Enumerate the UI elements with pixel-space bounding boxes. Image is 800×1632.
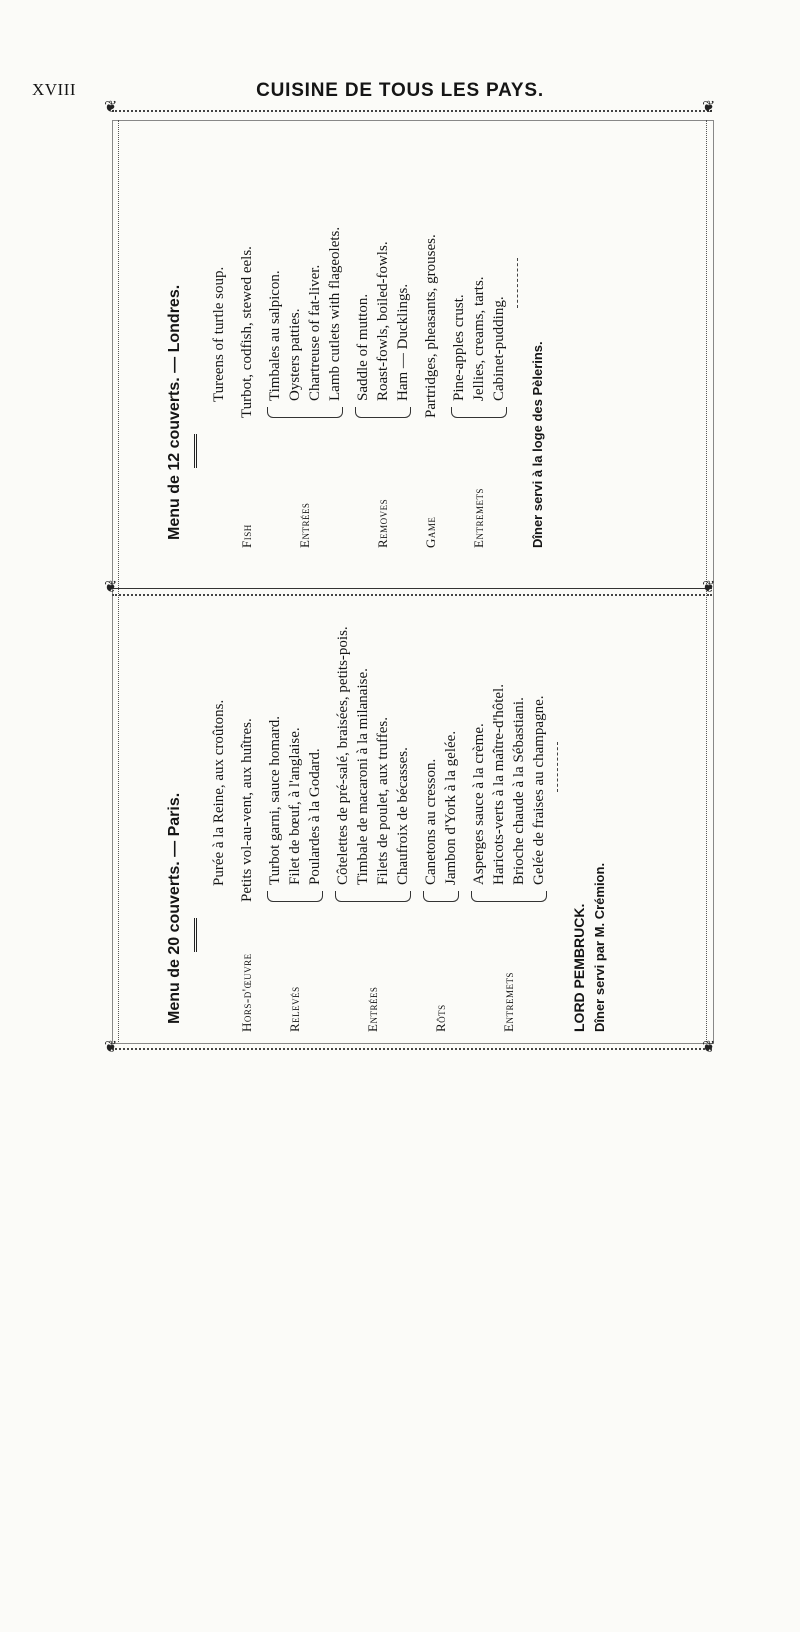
menu-item: Gelée de fraises au champagne. — [531, 695, 547, 885]
london-credits — [528, 118, 548, 548]
menu-item: Poulardes à la Godard. — [307, 748, 323, 885]
title-rule — [194, 918, 197, 952]
menu-item: Roast-fowls, boiled-fowls. — [375, 241, 391, 401]
menu-item: Oysters patties. — [287, 308, 303, 401]
host-name: LORD PEMBRUCK. — [571, 903, 587, 1032]
top-ornamental-rule — [112, 110, 712, 112]
section-label: Removes — [375, 498, 390, 548]
menu-item: Jellies, creams, tarts. — [471, 276, 487, 401]
brace — [355, 407, 411, 418]
menu-item: Brioche chaude à la Sébastiani. — [511, 697, 527, 885]
menu-item: Timbale de macaroni à la milanaise. — [355, 668, 371, 885]
menu-section — [421, 118, 441, 548]
menu-section — [265, 602, 325, 1032]
soup-item: Purée à la Reine, aux croûtons. — [211, 699, 227, 886]
brace — [267, 407, 343, 418]
page-number: XVIII — [32, 80, 77, 99]
menu-item: Chaufroix de bécasses. — [395, 747, 411, 885]
menu-item: Asperges sauce à la crème. — [471, 723, 487, 885]
menu-item: Lamb cutlets with flageolets. — [327, 226, 343, 401]
title-rule — [194, 434, 197, 468]
section-label: Entremets — [501, 972, 516, 1032]
soup-row — [209, 118, 229, 548]
london-menu-title: Menu de 12 couverts. — Londres. — [166, 284, 183, 540]
menu-item: Timbales au salpicon. — [267, 270, 283, 401]
brace — [471, 891, 547, 902]
menu-section — [333, 602, 413, 1032]
menu-item: Turbot, codfish, stewed eels. — [239, 246, 255, 418]
menu-item: Filets de poulet, aux truffes. — [375, 716, 391, 885]
corner-ornament-icon: ❦ — [702, 1039, 716, 1056]
menu-item: Saddle of mutton. — [355, 293, 371, 401]
menu-item: Pine-apples crust. — [451, 294, 467, 401]
menu-item: Cabinet-pudding. — [491, 296, 507, 401]
paris-credits — [568, 602, 610, 1032]
menu-item: Chartreuse of fat-liver. — [307, 264, 323, 401]
paris-menu-title: Menu de 20 couverts. — Paris. — [166, 792, 183, 1024]
brace — [267, 891, 323, 902]
menu-item: Côtelettes de pré-salé, braisées, petits-pois. — [335, 626, 351, 885]
menu-section — [237, 602, 257, 1032]
section-rule — [517, 258, 518, 308]
menu-section — [449, 118, 509, 548]
paris-menu — [160, 602, 740, 1032]
menu-section — [469, 602, 549, 1032]
section-label: Game — [423, 516, 438, 548]
menu-item: Filet de bœuf, à l'anglaise. — [287, 727, 303, 885]
served-note: Dîner servi à la loge des Pèlerins. — [530, 341, 545, 548]
corner-ornament-icon: ❦ — [104, 99, 118, 116]
brace — [335, 891, 411, 902]
corner-ornament-icon: ❦ — [702, 99, 716, 116]
menu-item: Jambon d'York à la gelée. — [443, 730, 459, 885]
soup-item: Tureens of turtle soup. — [211, 266, 227, 402]
brace — [423, 891, 459, 902]
menu-section — [237, 118, 257, 548]
menu-section — [353, 118, 413, 548]
soup-row — [209, 602, 229, 1032]
corner-ornament-icon: ❦ — [702, 579, 716, 596]
menu-item: Haricots-verts à la maître-d'hôtel. — [491, 684, 507, 885]
london-menu — [160, 118, 740, 548]
corner-ornament-icon: ❦ — [104, 1039, 118, 1056]
section-label: Entrées — [365, 986, 380, 1032]
brace — [451, 407, 507, 418]
section-label: Relevés — [287, 986, 302, 1032]
menu-section — [421, 602, 461, 1032]
menu-item: Turbot garni, sauce homard. — [267, 716, 283, 885]
menu-section — [265, 118, 345, 548]
running-head: CUISINE DE TOUS LES PAYS. — [256, 80, 544, 101]
section-label: Rôts — [433, 1004, 448, 1032]
section-label: Fish — [239, 524, 254, 548]
menu-item: Ham — Ducklings. — [395, 283, 411, 401]
paris-menu-panel — [160, 626, 607, 1632]
corner-ornament-icon: ❦ — [104, 579, 118, 596]
section-label: Entremets — [471, 488, 486, 548]
menu-item: Canetons au cresson. — [423, 758, 439, 885]
section-rule — [557, 742, 558, 792]
left-ornamental-rule — [118, 120, 119, 1042]
menu-item: Partridges, pheasants, grouses. — [423, 234, 439, 418]
served-note: Dîner servi par M. Crémion. — [592, 862, 607, 1032]
section-label: Entrées — [297, 502, 312, 548]
menu-item: Petits vol-au-vent, aux huîtres. — [239, 718, 255, 902]
page-header — [32, 80, 768, 106]
section-label: Hors-d'œuvre — [239, 953, 254, 1032]
